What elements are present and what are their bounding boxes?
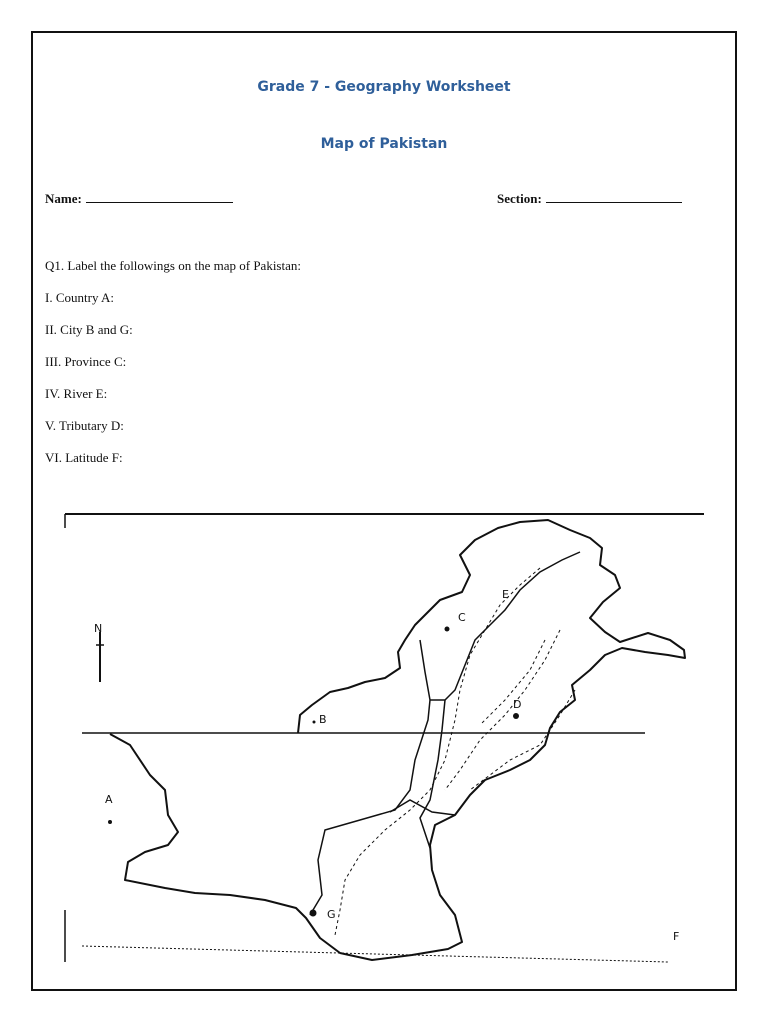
map-label-a: A xyxy=(105,793,113,806)
pakistan-border xyxy=(110,520,685,960)
country-a-marker xyxy=(108,820,112,824)
map-label-e: E xyxy=(502,588,509,601)
river-tributary-3 xyxy=(470,690,575,790)
map-label-f: F xyxy=(673,930,680,943)
river-indus-e xyxy=(335,568,540,935)
city-b-marker xyxy=(313,721,316,724)
map-label-d: D xyxy=(513,698,522,711)
province-boundary-punjab xyxy=(420,700,445,848)
map-label-g: G xyxy=(327,908,336,921)
name-label: Name: xyxy=(45,191,82,206)
question-item-6: VI. Latitude F: xyxy=(45,450,123,465)
section-label: Section: xyxy=(497,191,542,206)
question-item-5: V. Tributary D: xyxy=(45,418,124,433)
river-tributary-2 xyxy=(480,640,545,725)
map-label-c: C xyxy=(458,611,466,624)
province-boundary-kpk xyxy=(430,552,580,700)
worksheet-subtitle: Map of Pakistan xyxy=(320,136,448,152)
question-item-3: III. Province C: xyxy=(45,354,127,369)
question-item-2: II. City B and G: xyxy=(45,322,133,337)
question-item-1: I. Country A: xyxy=(45,290,114,305)
question-1: Q1. Label the followings on the map of Pakistan: xyxy=(45,258,301,273)
worksheet-title: Grade 7 - Geography Worksheet xyxy=(257,79,511,95)
city-g-marker xyxy=(310,910,317,917)
tributary-d-marker xyxy=(513,713,519,719)
province-c-marker xyxy=(445,627,450,632)
map-label-b: B xyxy=(319,713,327,726)
north-label: N xyxy=(94,622,103,635)
question-item-4: IV. River E: xyxy=(45,386,108,401)
